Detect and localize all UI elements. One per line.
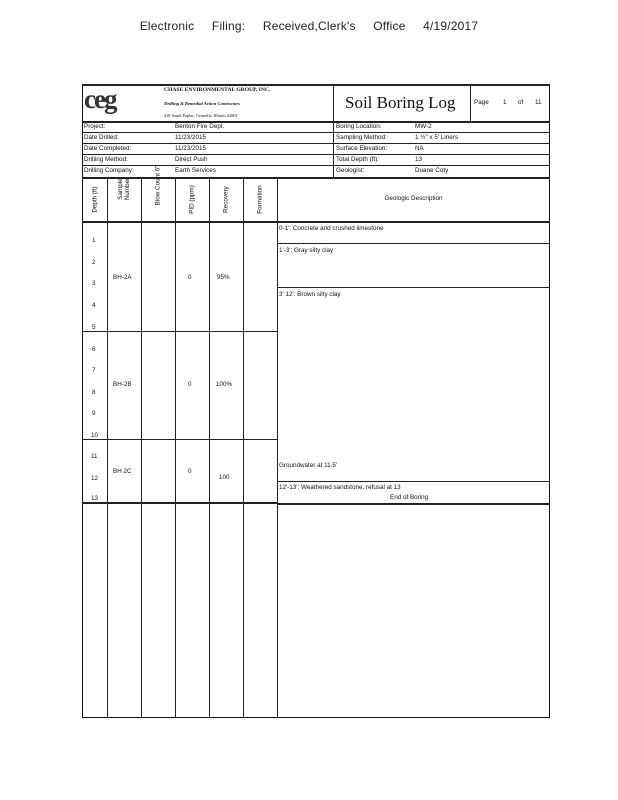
description-5: 12'-13': Weathered sandstone, refusal at 13 bbox=[279, 484, 401, 491]
col-header-sample: Sample Number bbox=[117, 177, 131, 201]
col-header-formation: Formation bbox=[256, 185, 264, 214]
col-header-depth: Depth (ft) bbox=[91, 186, 99, 213]
sampling-method-value: 1 ½" x 5' Liners bbox=[415, 134, 458, 141]
info-line-1 bbox=[82, 132, 550, 133]
desc-line-4 bbox=[277, 503, 550, 505]
depth-9: 9 bbox=[92, 410, 96, 417]
depth-4: 4 bbox=[92, 302, 96, 309]
col-line-pid bbox=[209, 177, 210, 718]
description-4: Groundwater at 11.5' bbox=[279, 462, 338, 469]
sample-pid-2: 0 bbox=[188, 381, 192, 388]
info-line-4 bbox=[82, 165, 550, 166]
depth-7: 7 bbox=[92, 367, 96, 374]
surface-elevation-label: Surface Elevation: bbox=[336, 145, 388, 152]
sampling-method-label: Sampling Method: bbox=[336, 134, 387, 141]
page-number: 1 bbox=[503, 99, 507, 106]
depth-12: 12 bbox=[91, 475, 99, 482]
sample-pid-1: 0 bbox=[188, 274, 192, 281]
description-3: 3' 12': Brown silty clay bbox=[279, 291, 341, 298]
col-header-pid: PID (ppm) bbox=[188, 185, 196, 214]
sample-recovery-1: 95% bbox=[217, 274, 230, 281]
depth-6: 6 bbox=[92, 346, 96, 353]
description-2: 1'-3': Gray silty clay bbox=[279, 247, 334, 254]
interval-line-1 bbox=[82, 331, 277, 332]
depth-5: 5 bbox=[92, 324, 96, 331]
info-line-2 bbox=[82, 143, 550, 144]
end-of-boring: End of Boring bbox=[390, 494, 429, 501]
date-completed-value: 11/23/2015 bbox=[175, 145, 207, 152]
col-header-recovery: Recovery bbox=[222, 186, 230, 213]
sample-pid-3: 0 bbox=[188, 468, 192, 475]
col-header-blow: Blow Count 6" bbox=[154, 165, 162, 206]
filing-stamp: Electronic Filing: Received,Clerk's Office 4/19/2017 bbox=[139, 19, 479, 33]
depth-2: 2 bbox=[92, 259, 96, 266]
depth-11: 11 bbox=[91, 453, 98, 460]
description-1: 0-1': Concrete and crushed limestone bbox=[279, 225, 384, 232]
page-divider bbox=[470, 84, 471, 122]
col-line-sample bbox=[141, 177, 142, 718]
desc-line-2 bbox=[277, 287, 550, 288]
interval-line-3 bbox=[82, 502, 277, 504]
total-depth-value: 13 bbox=[415, 156, 423, 163]
col-line-recovery bbox=[243, 177, 244, 718]
company-tagline: Drilling & Remedial Action Contractors bbox=[164, 101, 240, 106]
company-address: 418 South Poplar, Centralia, Illinois 62801 bbox=[164, 113, 238, 118]
geologist-label: Geologist: bbox=[336, 167, 365, 174]
col-line-depth bbox=[107, 177, 108, 718]
drilling-company-value: Earth Services bbox=[175, 167, 216, 174]
desc-line-1 bbox=[277, 243, 550, 244]
col-line-formation bbox=[277, 177, 278, 718]
boring-log-form bbox=[82, 84, 550, 718]
title-divider bbox=[333, 84, 334, 122]
form-title: Soil Boring Log bbox=[345, 93, 456, 112]
boring-location-label: Boring Location: bbox=[336, 123, 382, 130]
date-drilled-value: 11/23/2015 bbox=[175, 134, 207, 141]
col-line-blow bbox=[175, 177, 176, 718]
header-bottom-line bbox=[82, 121, 550, 123]
depth-1: 1 bbox=[92, 237, 96, 244]
sample-recovery-2: 100% bbox=[216, 381, 233, 388]
surface-elevation-value: NA bbox=[415, 145, 424, 152]
boring-location-value: MW-2 bbox=[415, 123, 432, 130]
page-label: Page bbox=[474, 99, 489, 106]
sample-recovery-3: 100 bbox=[219, 474, 230, 481]
depth-8: 8 bbox=[92, 389, 96, 396]
col-header-description: Geologic Description bbox=[384, 195, 443, 202]
drilling-method-value: Direct Push bbox=[175, 156, 208, 163]
sample-number-1: BH-2A bbox=[113, 274, 132, 281]
drilling-method-label: Drilling Method: bbox=[84, 156, 128, 163]
info-bottom-line bbox=[82, 177, 550, 179]
top-border bbox=[82, 84, 550, 86]
project-label: Project: bbox=[84, 123, 106, 130]
project-value: Benton Fire Dept. bbox=[175, 123, 225, 130]
sample-number-3: BH 2C bbox=[113, 468, 132, 475]
depth-13: 13 bbox=[91, 495, 99, 502]
column-header-bottom bbox=[82, 221, 550, 223]
geologist-value: Duane Coty bbox=[415, 167, 449, 174]
date-completed-label: Date Completed: bbox=[84, 145, 132, 152]
info-line-3 bbox=[82, 154, 550, 155]
of-label: of bbox=[518, 99, 524, 106]
desc-line-3 bbox=[277, 481, 550, 482]
page-total: 11 bbox=[535, 99, 542, 106]
info-center-divider bbox=[333, 121, 334, 177]
drilling-company-label: Drilling Company: bbox=[84, 167, 134, 174]
company-logo: ceg bbox=[84, 84, 116, 114]
depth-3: 3 bbox=[92, 280, 96, 287]
depth-10: 10 bbox=[91, 432, 99, 439]
company-name: CHASE ENVIRONMENTAL GROUP, INC. bbox=[164, 87, 271, 93]
interval-line-2 bbox=[82, 439, 277, 440]
total-depth-label: Total Depth (ft): bbox=[336, 156, 380, 163]
date-drilled-label: Date Drilled: bbox=[84, 134, 119, 141]
sample-number-2: BH-2B bbox=[113, 381, 132, 388]
